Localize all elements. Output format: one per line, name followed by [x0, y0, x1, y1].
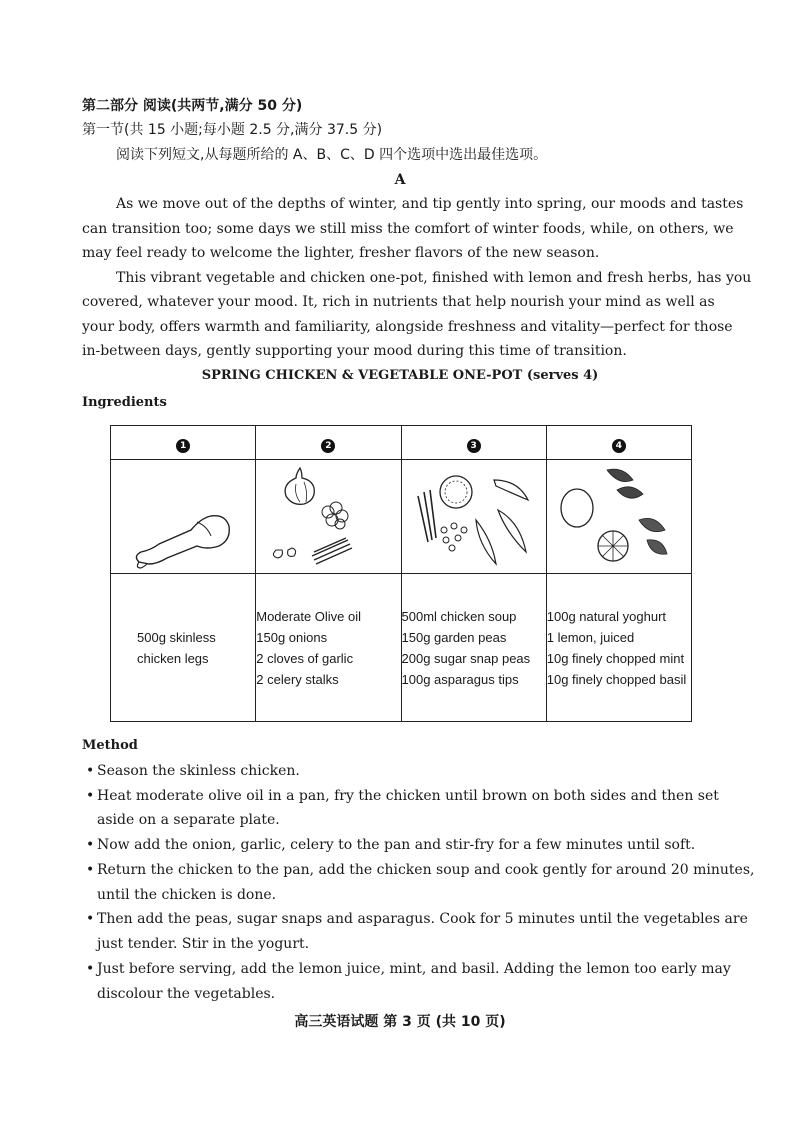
paragraph-line: As we move out of the depths of winter, and tip gently into spring, our moods and tastes [116, 196, 744, 212]
subsection-heading: 第一节(共 15 小题;每小题 2.5 分,满分 37.5 分) [82, 122, 383, 138]
method-step: until the chicken is done. [97, 887, 277, 903]
bullet-icon: • [86, 911, 95, 927]
ingredient-item: 10g finely chopped mint [546, 650, 685, 666]
ingredient-item: 2 cloves of garlic [256, 650, 354, 666]
paragraph-line: your body, offers warmth and familiarity, alongside freshness and vitality—perfect for those [82, 319, 733, 335]
method-step: Just before serving, add the lemon juice, mint, and basil. Adding the lemon too early may [97, 961, 731, 977]
method-step: Return the chicken to the pan, add the chicken soup and cook gently for around 20 minutes, [97, 862, 755, 878]
ingredient-cell [256, 574, 401, 722]
method-step: aside on a separate plate. [97, 812, 280, 828]
ingredient-item: 150g garden peas [401, 629, 507, 645]
soup-peas-asparagus-illustration [402, 460, 547, 573]
ingredient-item: 10g finely chopped basil [546, 671, 687, 687]
method-step: Then add the peas, sugar snaps and asparagus. Cook for 5 minutes until the vegetables are [97, 911, 748, 927]
column-number-badge: 4 [612, 439, 626, 453]
section-heading: 第二部分 阅读(共两节,满分 50 分) [82, 98, 303, 114]
ingredient-item: 200g sugar snap peas [401, 650, 531, 666]
column-number-badge: 3 [467, 439, 481, 453]
method-step: Heat moderate olive oil in a pan, fry the chicken until brown on both sides and then set [97, 788, 719, 804]
lemon-mint-basil-illustration [547, 460, 692, 573]
ingredient-cell [111, 574, 256, 722]
column-number-cell [256, 426, 401, 460]
method-step: Season the skinless chicken. [97, 763, 300, 779]
paragraph-line: in-between days, gently supporting your mood during this time of transition. [82, 343, 627, 359]
illustration-cell [256, 460, 401, 574]
ingredient-item: Moderate Olive oil [256, 608, 362, 624]
bullet-icon: • [86, 862, 95, 878]
ingredient-item: 1 lemon, juiced [546, 629, 635, 645]
method-step: just tender. Stir in the yogurt. [97, 936, 310, 952]
ingredient-item: chicken legs [137, 650, 209, 666]
ingredient-item: 100g natural yoghurt [546, 608, 667, 624]
illustration-cell [111, 460, 256, 574]
method-step: discolour the vegetables. [97, 986, 276, 1002]
passage-label: A [394, 172, 406, 188]
illustration-cell [546, 460, 691, 574]
column-number-badge: 2 [321, 439, 335, 453]
page-footer: 高三英语试题 第 3 页 (共 10 页) [294, 1014, 506, 1030]
column-number-cell [111, 426, 256, 460]
ingredient-item: 150g onions [256, 629, 328, 645]
ingredient-cell [546, 574, 691, 722]
ingredient-item: 500ml chicken soup [401, 608, 517, 624]
onion-garlic-celery-illustration [256, 460, 401, 573]
ingredient-item: 500g skinless [137, 629, 216, 645]
illustration-cell [401, 460, 546, 574]
ingredients-table [110, 425, 692, 722]
paragraph-line: covered, whatever your mood. It, rich in nutrients that help nourish your mind as well as [82, 294, 715, 310]
paragraph-line: can transition too; some days we still miss the comfort of winter foods, while, on others, we [82, 221, 734, 237]
method-heading: Method [82, 738, 138, 753]
bullet-icon: • [86, 837, 95, 853]
paragraph-line: may feel ready to welcome the lighter, fresher flavors of the new season. [82, 245, 600, 261]
column-number-cell [401, 426, 546, 460]
chicken-leg-illustration [111, 460, 256, 573]
recipe-title: SPRING CHICKEN & VEGETABLE ONE-POT (serves 4) [201, 368, 599, 383]
paragraph-line: This vibrant vegetable and chicken one-pot, finished with lemon and fresh herbs, has you [116, 270, 752, 286]
bullet-icon: • [86, 961, 95, 977]
bullet-icon: • [86, 788, 95, 804]
table-number-row [111, 426, 692, 460]
ingredients-heading: Ingredients [82, 395, 167, 410]
table-illustration-row [111, 460, 692, 574]
ingredient-cell [401, 574, 546, 722]
column-number-cell [546, 426, 691, 460]
ingredient-item: 100g asparagus tips [401, 671, 519, 687]
bullet-icon: • [86, 763, 95, 779]
ingredient-item: 2 celery stalks [256, 671, 339, 687]
table-ingredients-row [111, 574, 692, 722]
method-step: Now add the onion, garlic, celery to the pan and stir-fry for a few minutes until soft. [97, 837, 696, 853]
instructions: 阅读下列短文,从每题所给的 A、B、C、D 四个选项中选出最佳选项。 [116, 147, 548, 163]
column-number-badge: 1 [176, 439, 190, 453]
